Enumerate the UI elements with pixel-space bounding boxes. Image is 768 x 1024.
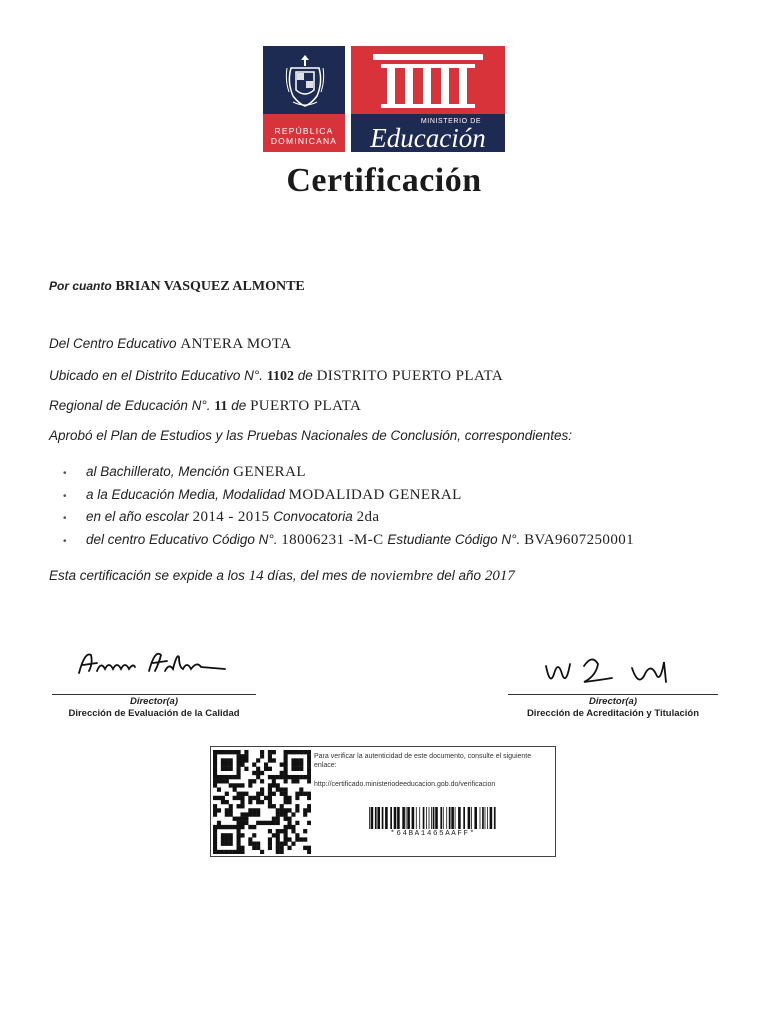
distrito-line [49,368,503,385]
verification-box [210,746,556,857]
distrito-de: de [297,368,313,383]
bachillerato-label: al Bachillerato, Mención [86,464,230,479]
expide-del-label: del año [436,568,482,583]
qr-code-icon[interactable] [213,750,311,854]
bullet-dot: • [63,536,67,547]
signature-line-left [52,694,256,695]
signature-left-icon [75,645,230,685]
regional-number: 11 [214,399,228,414]
centro-codigo-label: del centro Educativo Código N°. [86,532,278,547]
bullet-dot: • [63,513,67,524]
bullet-bachillerato [86,464,306,481]
centro-line [49,336,291,353]
estudiante-codigo-value: BVA9607250001 [524,532,635,548]
educacion-text: Educación [370,123,486,153]
aprobo-line: Aprobó el Plan de Estudios y las Pruebas Nacionales de Conclusión, correspondientes: [49,428,573,443]
signature-role-right: Director(a) [588,696,638,707]
modalidad-value: MODALIDAD GENERAL [288,487,462,503]
centro-name: ANTERA MOTA [180,336,292,352]
barcode-icon [369,807,497,829]
verification-url-link[interactable]: http://certificado.ministeriodeeducacion.gob.do/verificacion [314,781,496,788]
centro-label: Del Centro Educativo [49,336,177,351]
distrito-name: DISTRITO PUERTO PLATA [316,368,504,384]
republica-dominicana-text: REPÚBLICA DOMINICANA [270,126,338,146]
regional-label: Regional de Educación N°. [49,398,211,413]
convocatoria-label: Convocatoria [273,509,353,524]
regional-de: de [231,398,247,413]
modalidad-label: a la Educación Media, Modalidad [86,487,285,502]
signature-department-left: Dirección de Evaluación de la Calidad [68,708,240,719]
coat-of-arms-icon [285,52,325,108]
expide-line [49,568,515,585]
regional-line [49,398,361,415]
expide-month: noviembre [370,568,433,584]
regional-name: PUERTO PLATA [250,398,362,414]
ministerio-de-text: MINISTERIO DE [420,118,482,125]
bullet-ano-escolar [86,509,379,526]
signature-line-right [508,694,718,695]
certificate-title: Certificación [286,162,482,199]
bullet-educacion-media [86,487,462,504]
por-cuanto-line [49,278,305,295]
signature-department-right: Dirección de Acreditación y Titulación [526,708,700,719]
republica-dominicana-logo [263,46,345,152]
student-name: BRIAN VASQUEZ ALMONTE [115,279,305,294]
bullet-centro-codigo [86,532,634,549]
signature-right-icon [540,650,680,690]
distrito-label: Ubicado en el Distrito Educativo N°. [49,368,263,383]
expide-year: 2017 [484,568,515,584]
centro-codigo-value: 18006231 -M-C [281,532,384,548]
distrito-number: 1102 [266,369,294,384]
ministry-building-icon [351,46,505,114]
expide-dias-label: días, del mes de [267,568,367,583]
ano-escolar-value: 2014 - 2015 [192,509,270,525]
estudiante-codigo-label: Estudiante Código N°. [387,532,521,547]
bullet-dot: • [63,468,67,479]
signature-role-left: Director(a) [129,696,179,707]
convocatoria-value: 2da [356,509,380,525]
expide-day: 14 [248,568,264,584]
bullet-dot: • [63,491,67,502]
por-cuanto-label: Por cuanto [49,279,112,293]
expide-label: Esta certificación se expide a los [49,568,245,583]
verification-instructions: Para verificar la autenticidad de este documento, consulte el siguiente enlace: [314,753,532,769]
bachillerato-value: GENERAL [233,464,306,480]
barcode-text: *64BA1465AAFF* [390,830,476,838]
ministerio-educacion-logo [351,46,505,152]
header-logos [263,46,505,152]
ano-escolar-label: en el año escolar [86,509,189,524]
